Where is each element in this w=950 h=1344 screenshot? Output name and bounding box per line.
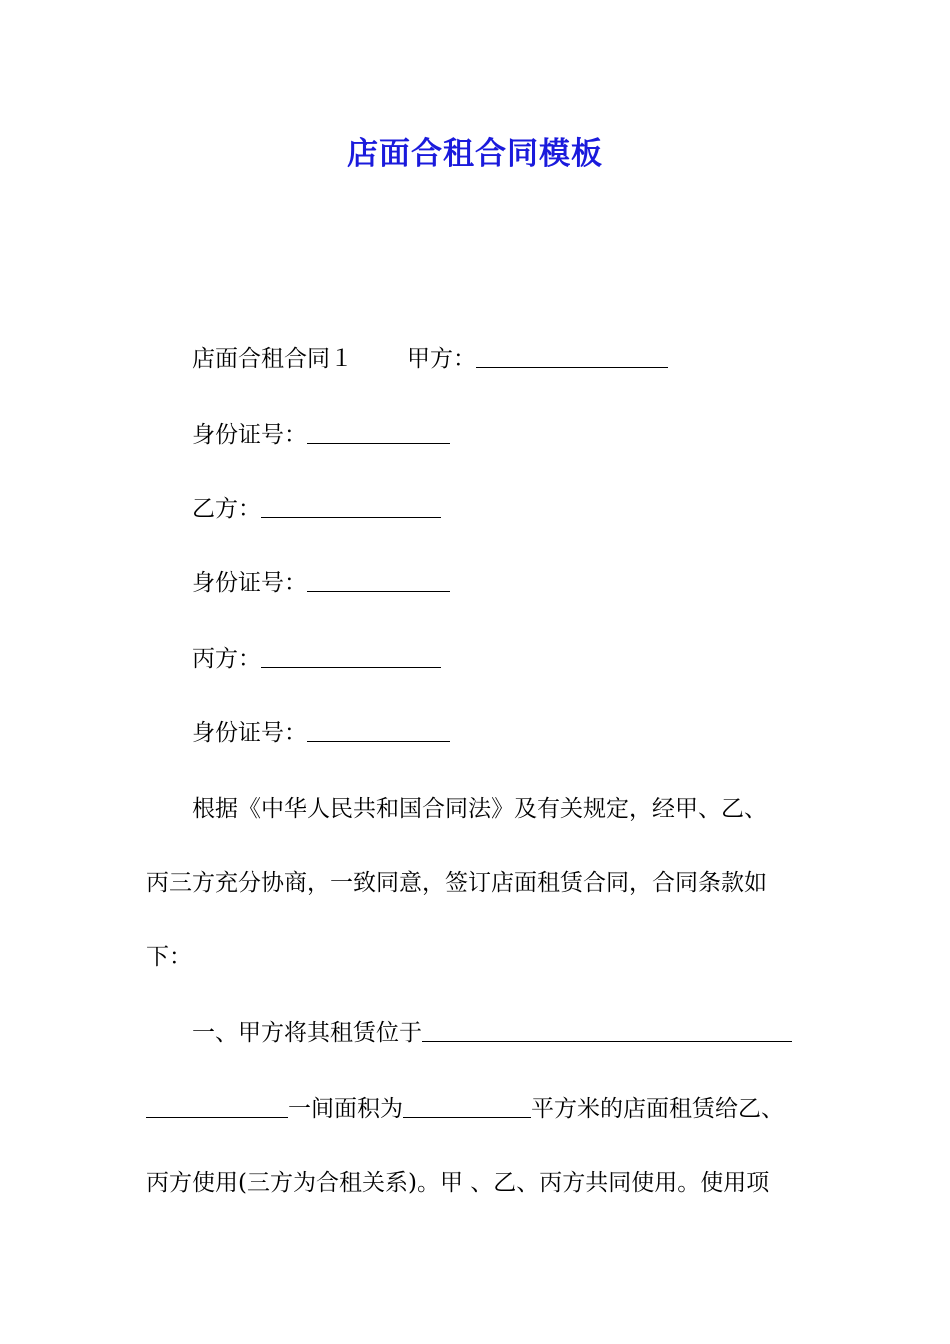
party-c-label: 丙方： <box>192 646 261 672</box>
party-c-id-label: 身份证号： <box>192 720 307 746</box>
clause-one-text: 一、甲方将其租赁位于 <box>192 1020 422 1046</box>
party-a-label: 甲方： <box>407 346 476 372</box>
party-a-id-label: 身份证号： <box>192 422 307 448</box>
party-c-line <box>146 644 856 674</box>
paragraph-line: 丙方使用(三方为合租关系)。甲 、乙、丙方共同使用。使用项 <box>146 1170 770 1196</box>
party-b-line <box>146 494 856 524</box>
party-b-label: 乙方： <box>192 496 261 522</box>
location-blank-continued <box>146 1095 288 1118</box>
party-a-line <box>146 344 856 374</box>
paragraph-line: 下： <box>146 944 192 970</box>
party-a-id-line <box>146 420 856 450</box>
party-b-id-label: 身份证号： <box>192 570 307 596</box>
party-b-id-line <box>146 568 856 598</box>
party-c-blank <box>261 645 441 668</box>
area-label: 一间面积为 <box>288 1096 403 1122</box>
location-blank <box>422 1019 792 1042</box>
paragraph-line: 丙三方充分协商，一致同意，签订店面租赁合同，合同条款如 <box>146 870 767 896</box>
area-blank <box>403 1095 531 1118</box>
party-c-id-blank <box>307 719 450 742</box>
party-b-id-blank <box>307 569 450 592</box>
party-c-id-line <box>146 718 856 748</box>
party-a-blank <box>476 345 668 368</box>
party-a-id-blank <box>307 421 450 444</box>
document-title: 店面合租合同模板 <box>347 136 603 172</box>
contract-number-label: 店面合租合同１ <box>192 346 353 372</box>
party-b-blank <box>261 495 441 518</box>
clause-one-area-line <box>146 1094 810 1124</box>
clause-one-line <box>146 1018 856 1048</box>
paragraph-line: 根据《中华人民共和国合同法》及有关规定，经甲、乙、 <box>192 796 767 822</box>
area-unit-text: 平方米的店面租赁给乙、 <box>531 1096 784 1122</box>
